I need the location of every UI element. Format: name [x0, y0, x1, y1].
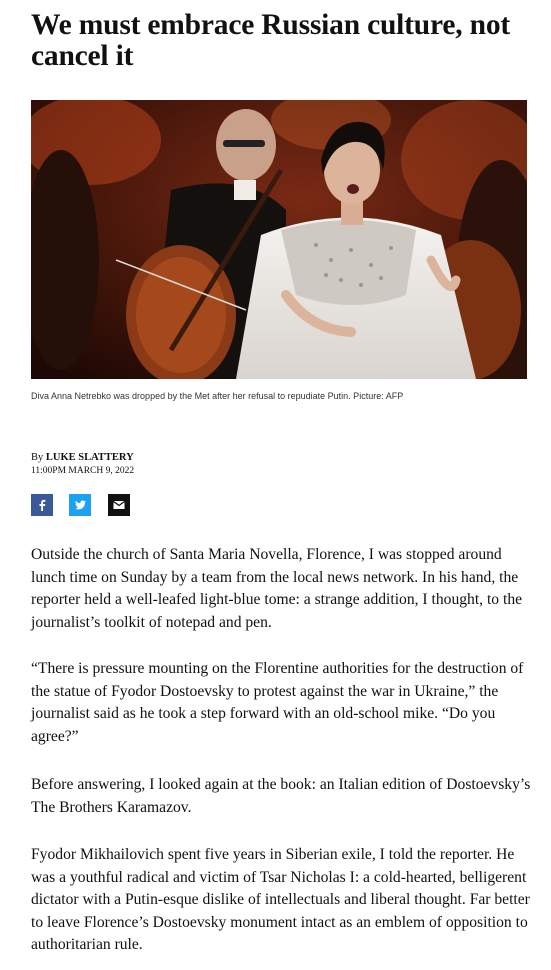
- facebook-share-button[interactable]: [31, 494, 53, 516]
- publish-date: 11:00PM MARCH 9, 2022: [31, 466, 135, 476]
- article-hero-image: [31, 100, 527, 379]
- image-caption: Diva Anna Netrebko was dropped by the Met after her refusal to repudiate Putin. Picture: AFP: [31, 391, 404, 401]
- twitter-icon: [75, 500, 86, 510]
- email-icon: [113, 500, 125, 510]
- twitter-share-button[interactable]: [69, 494, 91, 516]
- article-paragraph: Before answering, I looked again at the book: an Italian edition of Dostoevsky’s The Brothers Karamazov.: [31, 776, 531, 816]
- article-headline: We must embrace Russian culture, not cancel it: [31, 9, 510, 72]
- article-paragraph: “There is pressure mounting on the Florentine authorities for the destruction of the statue of Fyodor Dostoevsky to protest against the war in Ukraine,” the journalist said as he took a step forward with an old-school mike. “Do you agree?”: [31, 660, 524, 745]
- byline-prefix: By: [31, 452, 44, 463]
- article-paragraph: Fyodor Mikhailovich spent five years in Siberian exile, I told the reporter. He was a youthful radical and victim of Tsar Nicholas I: a cold-hearted, belligerent dictator with a Putin-esque dislike of intellectuals and liberal thought. Far better to leave Florence’s Dostoevsky monument intact as an emblem of opposition to authoritarian rule.: [31, 846, 530, 954]
- byline: [31, 452, 134, 463]
- concert-photo: [31, 100, 527, 379]
- author-link[interactable]: LUKE SLATTERY: [45, 452, 134, 463]
- email-share-button[interactable]: [108, 494, 130, 516]
- facebook-icon: [37, 499, 47, 511]
- article-paragraph: Outside the church of Santa Maria Novella, Florence, I was stopped around lunch time on Sunday by a team from the local news network. In his hand, the reporter held a well-leafed light-blue tome: a strange addition, I thought, to the journalist’s toolkit of notepad and pen.: [31, 546, 523, 631]
